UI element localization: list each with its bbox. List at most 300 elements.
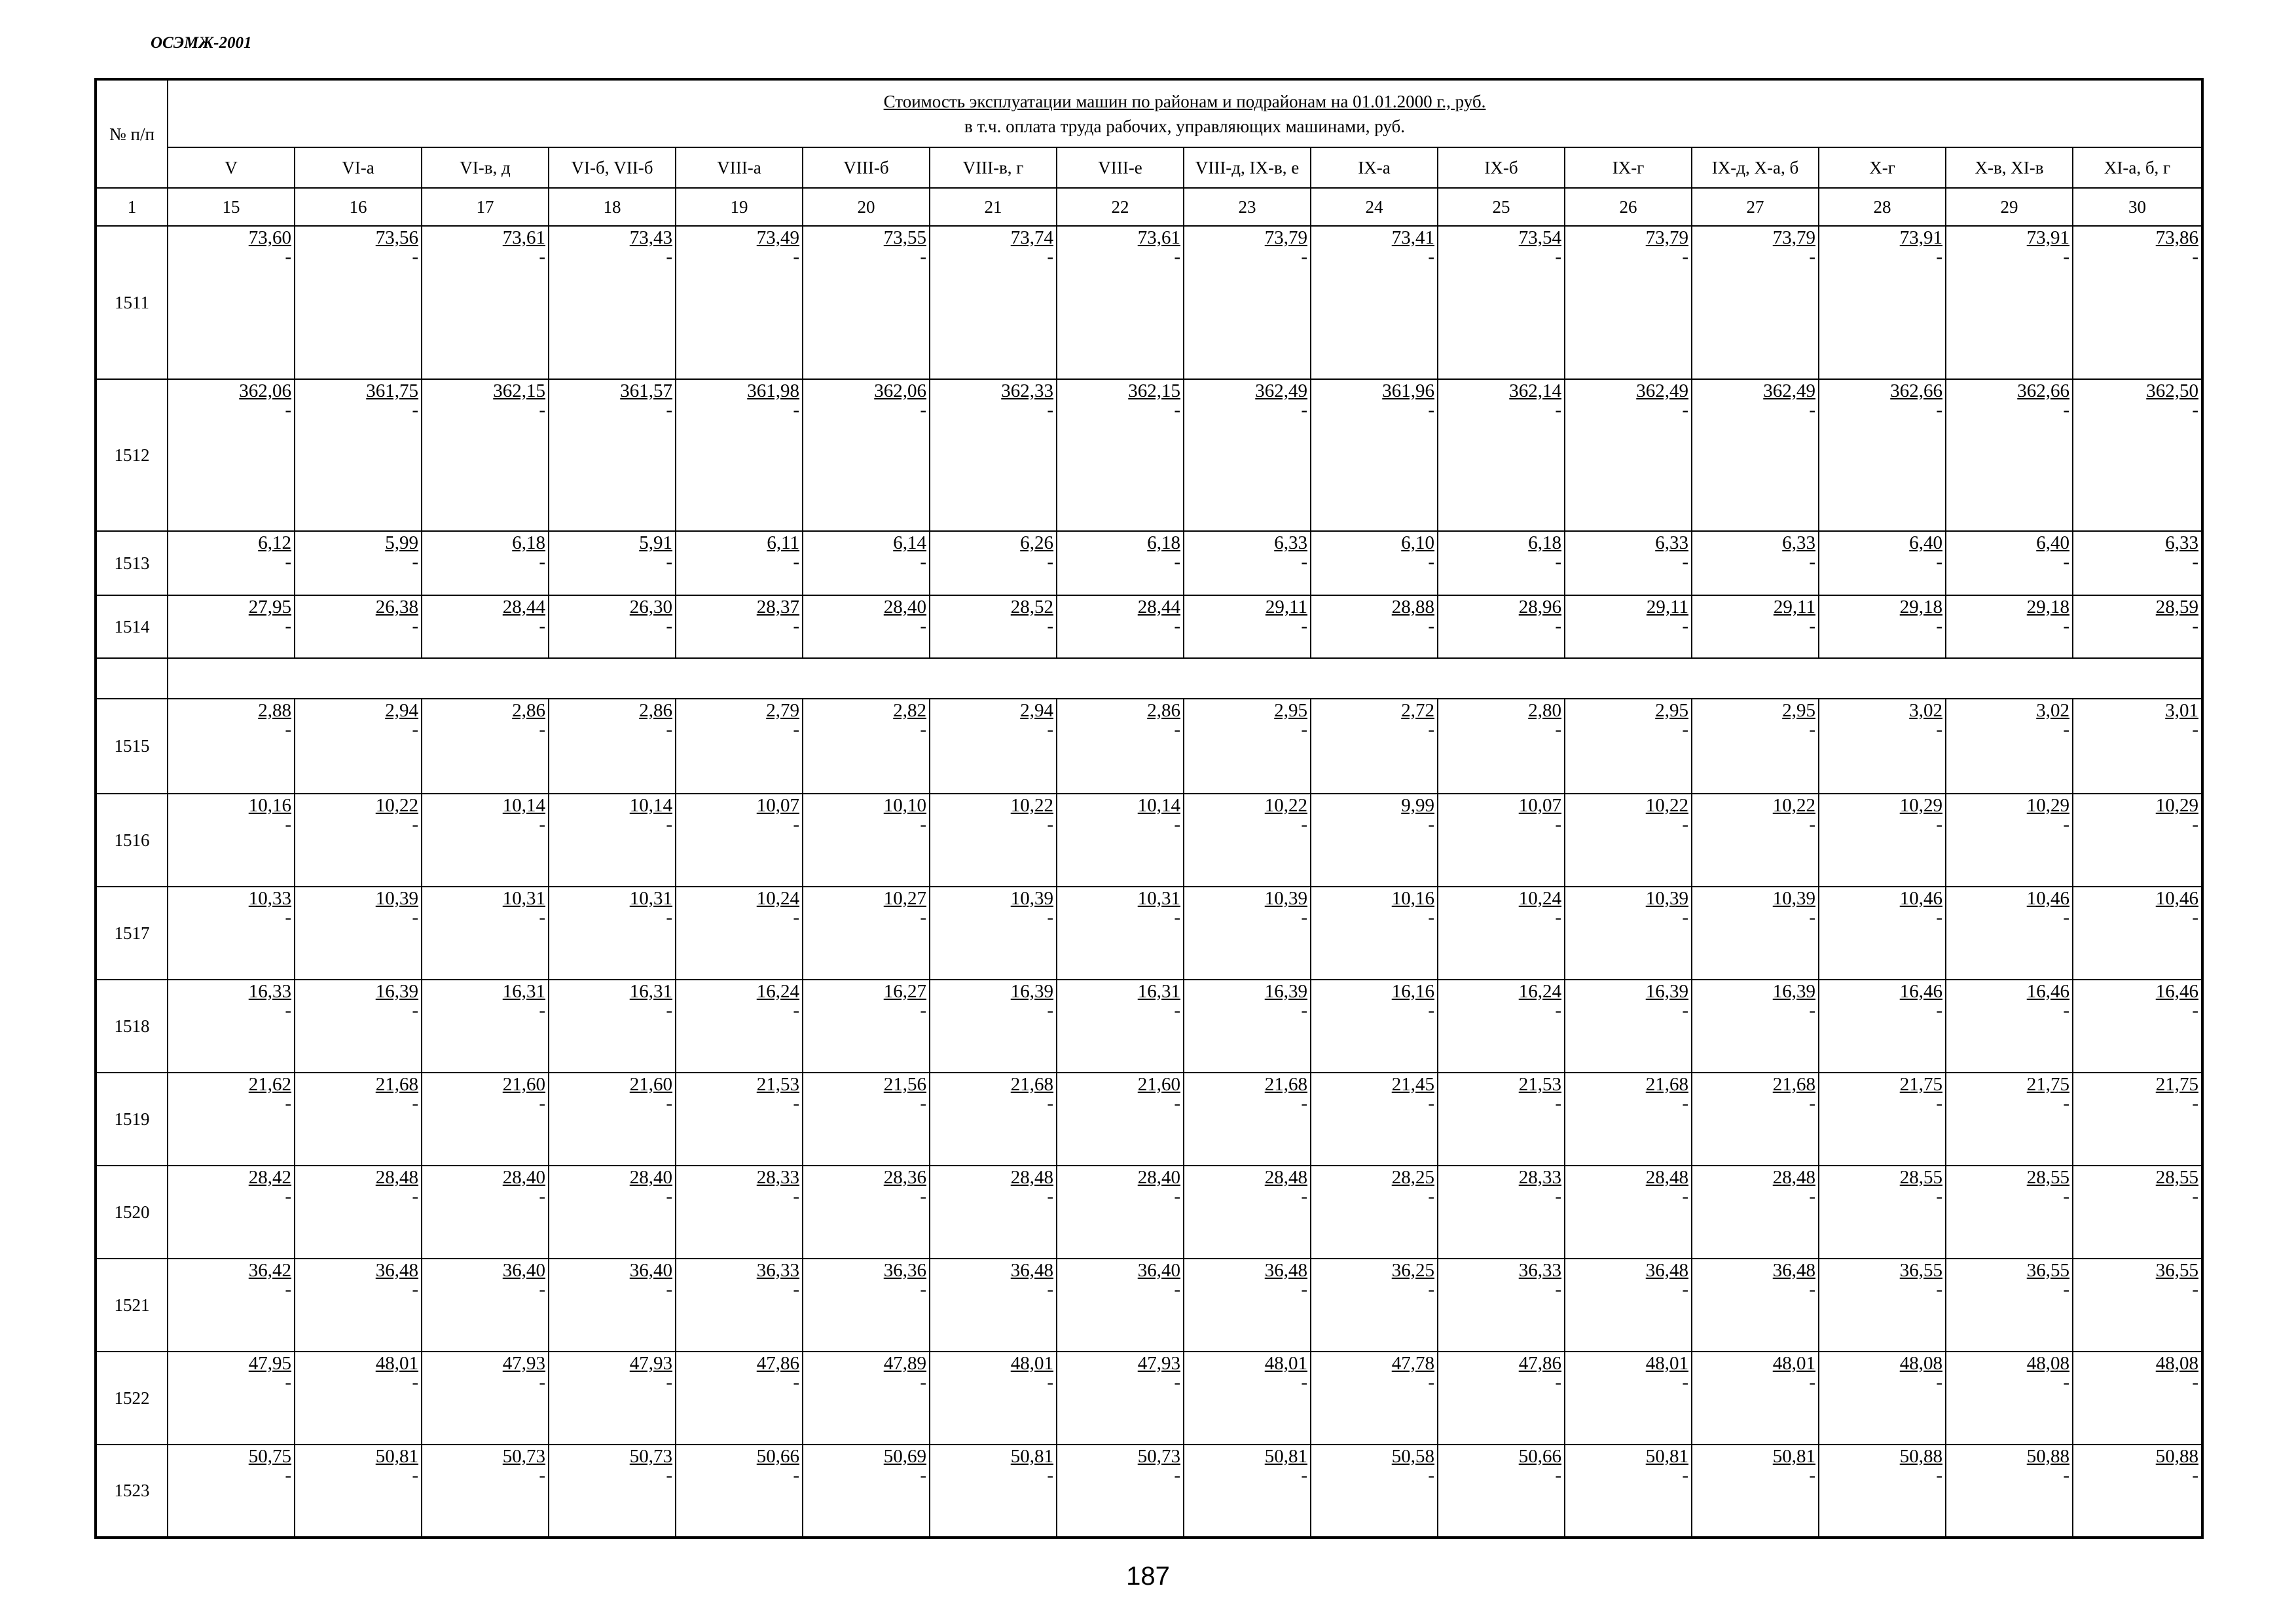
cost-cell	[2073, 1259, 2202, 1352]
cost-value: 47,78	[1391, 1353, 1434, 1374]
cost-cell	[1311, 531, 1438, 595]
cost-cell	[1184, 379, 1311, 531]
cost-value: 2,95	[1274, 700, 1307, 721]
cost-cell	[549, 1166, 676, 1259]
table-row	[96, 794, 2202, 887]
cost-cell	[803, 595, 930, 658]
cost-cell	[1692, 1259, 1819, 1352]
item-code: 1523	[96, 1445, 168, 1538]
cost-cell	[168, 699, 295, 794]
wage-value-dash: -	[1682, 246, 1688, 267]
cost-cell	[2073, 595, 2202, 658]
wage-value-dash: -	[1174, 1465, 1180, 1486]
cost-cell	[1692, 379, 1819, 531]
wage-value-dash: -	[412, 1279, 418, 1300]
cost-cell	[1311, 595, 1438, 658]
cost-cell	[1946, 794, 2073, 887]
cost-value: 73,86	[2155, 227, 2199, 248]
cost-cell	[1565, 1352, 1692, 1445]
wage-value-dash: -	[920, 1186, 926, 1207]
wage-value-dash: -	[2192, 551, 2199, 572]
cost-cell	[930, 887, 1057, 980]
cost-cell	[295, 699, 422, 794]
cost-cell	[295, 226, 422, 379]
wage-value-dash: -	[793, 1465, 799, 1486]
wage-value-dash: -	[793, 551, 799, 572]
cost-value: 16,33	[248, 981, 291, 1002]
wage-value-dash: -	[1047, 246, 1053, 267]
wage-value-dash: -	[1555, 814, 1561, 835]
cost-cell	[2073, 699, 2202, 794]
wage-value-dash: -	[285, 1000, 291, 1021]
wage-value-dash: -	[412, 399, 418, 420]
cost-value: 73,41	[1391, 227, 1434, 248]
cost-cell	[1184, 1166, 1311, 1259]
cost-value: 21,68	[1010, 1074, 1053, 1095]
cost-value: 48,01	[1772, 1353, 1815, 1374]
wage-value-dash: -	[1174, 1000, 1180, 1021]
wage-value-dash: -	[1047, 719, 1053, 740]
column-name: IX-б	[1438, 147, 1565, 188]
cost-value: 2,94	[385, 700, 418, 721]
wage-value-dash: -	[2063, 616, 2069, 637]
cost-value: 47,93	[1137, 1353, 1180, 1374]
cost-cell	[422, 1352, 549, 1445]
cost-value: 21,56	[883, 1074, 926, 1095]
cost-value: 36,40	[502, 1260, 545, 1281]
cost-value: 10,16	[248, 795, 291, 816]
wage-value-dash: -	[666, 1093, 672, 1114]
cost-cell	[930, 226, 1057, 379]
column-name: V	[168, 147, 295, 188]
wage-value-dash: -	[1047, 1372, 1053, 1393]
cost-cell	[549, 794, 676, 887]
wage-value-dash: -	[1809, 399, 1815, 420]
cost-value: 28,44	[1137, 597, 1180, 618]
cost-cell	[803, 887, 930, 980]
cost-value: 73,54	[1518, 227, 1561, 248]
cost-value: 6,33	[2165, 532, 2199, 553]
wage-value-dash: -	[2192, 1000, 2199, 1021]
cost-value: 2,80	[1528, 700, 1561, 721]
item-code: 1520	[96, 1166, 168, 1259]
cost-cell	[2073, 226, 2202, 379]
cost-cell	[295, 1166, 422, 1259]
column-name: X-в, XI-в	[1946, 147, 2073, 188]
cost-value: 2,86	[512, 700, 545, 721]
cost-value: 36,40	[1137, 1260, 1180, 1281]
cost-value: 10,39	[1264, 888, 1307, 909]
cost-cell	[1819, 699, 1946, 794]
cost-cell	[930, 1073, 1057, 1166]
wage-value-dash: -	[285, 1093, 291, 1114]
wage-value-dash: -	[285, 551, 291, 572]
wage-value-dash: -	[285, 1186, 291, 1207]
wage-value-dash: -	[1047, 616, 1053, 637]
column-number: 23	[1184, 188, 1311, 226]
cost-cell	[168, 980, 295, 1073]
wage-value-dash: -	[793, 399, 799, 420]
cost-cell	[676, 887, 803, 980]
cost-value: 361,98	[747, 380, 799, 401]
wage-value-dash: -	[1428, 399, 1434, 420]
cost-value: 21,68	[1264, 1074, 1307, 1095]
cost-cell	[1438, 226, 1565, 379]
wage-value-dash: -	[1301, 1465, 1307, 1486]
table-row	[96, 226, 2202, 379]
cost-cell	[295, 980, 422, 1073]
cost-cell	[168, 887, 295, 980]
cost-value: 21,53	[1518, 1074, 1561, 1095]
cost-cell	[549, 887, 676, 980]
wage-value-dash: -	[666, 246, 672, 267]
wage-value-dash: -	[1174, 814, 1180, 835]
cost-value: 2,95	[1655, 700, 1688, 721]
column-number: 21	[930, 188, 1057, 226]
cost-value: 28,36	[883, 1167, 926, 1188]
cost-cell	[1438, 1073, 1565, 1166]
wage-value-dash: -	[412, 1465, 418, 1486]
cost-value: 16,16	[1391, 981, 1434, 1002]
cost-value: 29,11	[1265, 597, 1307, 618]
column-number: 29	[1946, 188, 2073, 226]
cost-cell	[1819, 1352, 1946, 1445]
cost-value: 10,39	[1645, 888, 1688, 909]
column-number: 22	[1057, 188, 1184, 226]
wage-value-dash: -	[920, 1000, 926, 1021]
wage-value-dash: -	[1809, 551, 1815, 572]
cost-cell	[1057, 379, 1184, 531]
cost-cell	[930, 1445, 1057, 1538]
table-title	[168, 79, 2202, 147]
cost-value: 16,31	[629, 981, 672, 1002]
wage-value-dash: -	[1174, 246, 1180, 267]
cost-cell	[1946, 980, 2073, 1073]
cost-cell	[1565, 1166, 1692, 1259]
wage-value-dash: -	[1555, 246, 1561, 267]
cost-value: 21,45	[1391, 1074, 1434, 1095]
cost-cell	[2073, 887, 2202, 980]
wage-value-dash: -	[920, 1372, 926, 1393]
cost-cell	[1692, 595, 1819, 658]
wage-value-dash: -	[920, 719, 926, 740]
cost-value: 10,27	[883, 888, 926, 909]
cost-value: 28,48	[1264, 1167, 1307, 1188]
table-row	[96, 1166, 2202, 1259]
wage-value-dash: -	[1555, 1279, 1561, 1300]
cost-cell	[803, 699, 930, 794]
cost-cell	[676, 699, 803, 794]
cost-value: 50,88	[2026, 1446, 2069, 1467]
wage-value-dash: -	[2063, 1279, 2069, 1300]
table-row	[96, 1073, 2202, 1166]
cost-value: 362,66	[2017, 380, 2069, 401]
cost-value: 28,40	[629, 1167, 672, 1188]
cost-cell	[1438, 531, 1565, 595]
cost-cell	[1946, 379, 2073, 531]
wage-value-dash: -	[412, 551, 418, 572]
cost-cell	[549, 1259, 676, 1352]
wage-value-dash: -	[1682, 551, 1688, 572]
machine-cost-table	[94, 78, 2204, 1539]
cost-cell	[1946, 1445, 2073, 1538]
column-name: VIII-а	[676, 147, 803, 188]
wage-value-dash: -	[666, 551, 672, 572]
cost-cell	[295, 1073, 422, 1166]
cost-value: 50,75	[248, 1446, 291, 1467]
cost-cell	[1565, 794, 1692, 887]
wage-value-dash: -	[2063, 551, 2069, 572]
wage-value-dash: -	[1809, 719, 1815, 740]
cost-value: 50,81	[1772, 1446, 1815, 1467]
cost-value: 10,10	[883, 795, 926, 816]
cost-cell	[1819, 1445, 1946, 1538]
cost-cell	[422, 980, 549, 1073]
cost-cell	[1184, 980, 1311, 1073]
cost-cell	[422, 595, 549, 658]
cost-value: 21,68	[1772, 1074, 1815, 1095]
wage-value-dash: -	[2063, 1000, 2069, 1021]
wage-value-dash: -	[1936, 1465, 1942, 1486]
cost-cell	[1692, 1352, 1819, 1445]
cost-cell	[1946, 699, 2073, 794]
cost-cell	[295, 1445, 422, 1538]
cost-value: 28,44	[502, 597, 545, 618]
cost-value: 28,48	[1772, 1167, 1815, 1188]
wage-value-dash: -	[1428, 551, 1434, 572]
wage-value-dash: -	[1936, 907, 1942, 928]
cost-value: 50,81	[375, 1446, 418, 1467]
cost-cell	[168, 1352, 295, 1445]
wage-value-dash: -	[539, 1465, 545, 1486]
wage-value-dash: -	[1047, 1186, 1053, 1207]
cost-cell	[930, 1352, 1057, 1445]
wage-value-dash: -	[666, 1186, 672, 1207]
cost-cell	[1565, 226, 1692, 379]
cost-value: 36,33	[756, 1260, 799, 1281]
cost-cell	[1057, 1445, 1184, 1538]
cost-value: 3,01	[2165, 700, 2199, 721]
wage-value-dash: -	[920, 616, 926, 637]
cost-cell	[803, 1352, 930, 1445]
wage-value-dash: -	[666, 1465, 672, 1486]
cost-value: 28,48	[1010, 1167, 1053, 1188]
column-number: 19	[676, 188, 803, 226]
cost-cell	[549, 699, 676, 794]
wage-value-dash: -	[1682, 814, 1688, 835]
wage-value-dash: -	[1174, 1279, 1180, 1300]
item-code: 1514	[96, 595, 168, 658]
cost-cell	[676, 980, 803, 1073]
cost-value: 21,60	[1137, 1074, 1180, 1095]
cost-value: 10,39	[1010, 888, 1053, 909]
cost-cell	[1565, 595, 1692, 658]
wage-value-dash: -	[1174, 907, 1180, 928]
cost-value: 50,81	[1010, 1446, 1053, 1467]
wage-value-dash: -	[2063, 399, 2069, 420]
cost-value: 36,42	[248, 1260, 291, 1281]
cost-cell	[676, 595, 803, 658]
cost-cell	[1819, 794, 1946, 887]
cost-value: 10,14	[1137, 795, 1180, 816]
cost-cell	[930, 595, 1057, 658]
cost-value: 29,11	[1773, 597, 1815, 618]
cost-cell	[1819, 1073, 1946, 1166]
cost-value: 36,48	[1010, 1260, 1053, 1281]
wage-value-dash: -	[1936, 246, 1942, 267]
cost-value: 16,46	[1899, 981, 1942, 1002]
cost-cell	[422, 1166, 549, 1259]
cost-value: 36,55	[2155, 1260, 2199, 1281]
cost-value: 16,31	[502, 981, 545, 1002]
column-number: 26	[1565, 188, 1692, 226]
wage-value-dash: -	[539, 551, 545, 572]
cost-cell	[1057, 1352, 1184, 1445]
cost-value: 73,91	[2026, 227, 2069, 248]
cost-value: 2,72	[1401, 700, 1434, 721]
wage-value-dash: -	[666, 1372, 672, 1393]
column-name: VI-а	[295, 147, 422, 188]
cost-cell	[1438, 980, 1565, 1073]
cost-cell	[549, 980, 676, 1073]
cost-value: 10,31	[629, 888, 672, 909]
wage-value-dash: -	[1428, 719, 1434, 740]
cost-cell	[1311, 794, 1438, 887]
wage-value-dash: -	[920, 399, 926, 420]
cost-value: 9,99	[1401, 795, 1434, 816]
wage-value-dash: -	[1301, 1000, 1307, 1021]
wage-value-dash: -	[1428, 1279, 1434, 1300]
cost-cell	[1184, 1352, 1311, 1445]
cost-value: 10,22	[1645, 795, 1688, 816]
wage-value-dash: -	[412, 814, 418, 835]
cost-value: 6,33	[1655, 532, 1688, 553]
cost-value: 36,48	[1772, 1260, 1815, 1281]
wage-value-dash: -	[1682, 399, 1688, 420]
cost-cell	[295, 595, 422, 658]
wage-value-dash: -	[2192, 616, 2199, 637]
column-name: VI-в, д	[422, 147, 549, 188]
wage-value-dash: -	[285, 907, 291, 928]
wage-value-dash: -	[1936, 1000, 1942, 1021]
wage-value-dash: -	[1682, 616, 1688, 637]
cost-cell	[2073, 980, 2202, 1073]
wage-value-dash: -	[285, 814, 291, 835]
wage-value-dash: -	[1809, 1465, 1815, 1486]
cost-value: 10,46	[2155, 888, 2199, 909]
wage-value-dash: -	[1809, 1186, 1815, 1207]
wage-value-dash: -	[1555, 1465, 1561, 1486]
document-code: ОСЭМЖ-2001	[151, 34, 252, 52]
cost-value: 21,62	[248, 1074, 291, 1095]
item-code: 1521	[96, 1259, 168, 1352]
column-name: VI-б, VII-б	[549, 147, 676, 188]
cost-value: 50,73	[1137, 1446, 1180, 1467]
column-name: VIII-в, г	[930, 147, 1057, 188]
cost-value: 10,39	[1772, 888, 1815, 909]
wage-value-dash: -	[1555, 1186, 1561, 1207]
wage-value-dash: -	[1428, 814, 1434, 835]
cost-value: 10,14	[502, 795, 545, 816]
cost-cell	[1057, 595, 1184, 658]
item-code: 1512	[96, 379, 168, 531]
cost-value: 2,88	[258, 700, 291, 721]
cost-cell	[1057, 699, 1184, 794]
cost-value: 36,40	[629, 1260, 672, 1281]
wage-value-dash: -	[1301, 616, 1307, 637]
wage-value-dash: -	[1301, 719, 1307, 740]
cost-value: 73,91	[1899, 227, 1942, 248]
cost-cell	[295, 794, 422, 887]
cost-cell	[549, 1352, 676, 1445]
cost-cell	[1311, 980, 1438, 1073]
cost-value: 50,81	[1264, 1446, 1307, 1467]
cost-value: 28,59	[2155, 597, 2199, 618]
wage-value-dash: -	[920, 907, 926, 928]
wage-value-dash: -	[1047, 814, 1053, 835]
cost-cell	[1819, 379, 1946, 531]
cost-value: 10,31	[1137, 888, 1180, 909]
wage-value-dash: -	[1936, 1279, 1942, 1300]
cost-cell	[676, 794, 803, 887]
wage-value-dash: -	[1809, 246, 1815, 267]
column-name: IX-а	[1311, 147, 1438, 188]
cost-cell	[1311, 379, 1438, 531]
column-name: IX-г	[1565, 147, 1692, 188]
cost-value: 362,66	[1890, 380, 1942, 401]
cost-value: 6,18	[1528, 532, 1561, 553]
cost-cell	[1438, 794, 1565, 887]
cost-cell	[1565, 980, 1692, 1073]
wage-value-dash: -	[666, 399, 672, 420]
page-number: 187	[1126, 1562, 1170, 1591]
wage-value-dash: -	[1301, 1186, 1307, 1207]
cost-value: 21,53	[756, 1074, 799, 1095]
wage-value-dash: -	[666, 814, 672, 835]
cost-value: 28,40	[502, 1167, 545, 1188]
wage-value-dash: -	[793, 1000, 799, 1021]
cost-value: 48,08	[2155, 1353, 2199, 1374]
cost-cell	[1057, 531, 1184, 595]
cost-value: 16,39	[375, 981, 418, 1002]
item-code: 1513	[96, 531, 168, 595]
wage-value-dash: -	[412, 1093, 418, 1114]
cost-value: 2,86	[1147, 700, 1180, 721]
cost-value: 28,25	[1391, 1167, 1434, 1188]
wage-value-dash: -	[1555, 1000, 1561, 1021]
cost-value: 6,10	[1401, 532, 1434, 553]
cost-cell	[1565, 1259, 1692, 1352]
cost-value: 27,95	[248, 597, 291, 618]
wage-value-dash: -	[793, 1186, 799, 1207]
cost-cell	[1692, 1166, 1819, 1259]
wage-value-dash: -	[1174, 399, 1180, 420]
cost-cell	[1692, 699, 1819, 794]
cost-value: 29,11	[1646, 597, 1688, 618]
cost-cell	[1946, 1259, 2073, 1352]
cost-value: 362,15	[493, 380, 545, 401]
cost-cell	[1311, 699, 1438, 794]
wage-value-dash: -	[2192, 1279, 2199, 1300]
wage-value-dash: -	[2063, 814, 2069, 835]
cost-value: 28,33	[756, 1167, 799, 1188]
table-row	[96, 531, 2202, 595]
cost-cell	[168, 531, 295, 595]
wage-value-dash: -	[793, 616, 799, 637]
cost-cell	[930, 699, 1057, 794]
cost-value: 21,60	[502, 1074, 545, 1095]
cost-cell	[1057, 1073, 1184, 1166]
